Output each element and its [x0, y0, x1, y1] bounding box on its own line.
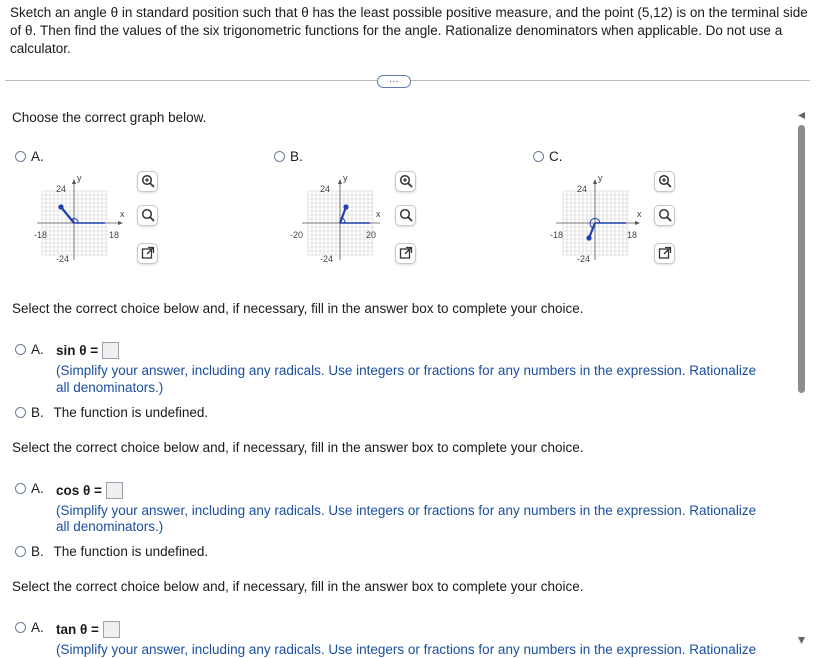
- q2-hint-1: (Simplify your answer, including any radicals. Use integers or fractions for any numbers in the expression. Rationalize: [56, 503, 757, 518]
- problem-instructions: Sketch an angle θ in standard position such that θ has the least possible positive measure, and the point (5,12) is on the terminal side of θ. Then find the values of the six trigonometric functions for the angle. Rationalize denominators when applicable. Do not use a calculator.: [10, 5, 808, 56]
- graph-b-y-letter: y: [343, 173, 348, 183]
- zoom-out-button-c[interactable]: [654, 205, 675, 226]
- q2-option-a-label: A.: [31, 481, 44, 496]
- q3-expression: [56, 621, 120, 638]
- zoom-out-button-a[interactable]: [137, 205, 158, 226]
- zoom-in-button-a[interactable]: [137, 171, 158, 192]
- q3-option-a[interactable]: [15, 620, 44, 635]
- q1-option-a[interactable]: [15, 342, 44, 357]
- cos-label: cos θ =: [56, 483, 102, 498]
- expand-graph-button-c[interactable]: [654, 243, 675, 264]
- radio-q2-a[interactable]: [15, 483, 26, 494]
- graph-c-y-bottom: -24: [577, 254, 591, 264]
- graph-c-y-top: 24: [577, 184, 588, 194]
- q3-option-a-label: A.: [31, 620, 44, 635]
- radio-graph-b[interactable]: [274, 151, 285, 162]
- graph-c-x-letter: x: [637, 209, 642, 219]
- graph-option-a-label: A.: [31, 149, 44, 164]
- sin-label: sin θ =: [56, 343, 99, 358]
- scroll-down-arrow-icon[interactable]: [797, 633, 806, 648]
- zoom-out-icon: [141, 208, 155, 222]
- radio-graph-a[interactable]: [15, 151, 26, 162]
- graph-option-b[interactable]: [274, 149, 303, 164]
- zoom-out-button-b[interactable]: [395, 205, 416, 226]
- question-3-prompt: Select the correct choice below and, if necessary, fill in the answer box to complete your choice.: [12, 579, 584, 594]
- graph-a-x-left: -18: [34, 230, 48, 240]
- vertical-scrollbar[interactable]: [811, 100, 831, 653]
- graph-b-x-left: -20: [290, 230, 304, 240]
- zoom-out-icon: [399, 208, 413, 222]
- graph-b-x-right: 20: [366, 230, 377, 240]
- q1-option-b-label: B.: [31, 405, 44, 420]
- radio-q1-b[interactable]: [15, 407, 26, 418]
- q1-hint-1: (Simplify your answer, including any radicals. Use integers or fractions for any numbers in the expression. Rationalize: [56, 363, 757, 378]
- q2-option-b-text: The function is undefined.: [53, 544, 209, 559]
- zoom-out-icon: [658, 208, 672, 222]
- graph-a-x-letter: x: [120, 209, 125, 219]
- scroll-up-arrow-icon[interactable]: [797, 108, 806, 123]
- question-1-prompt: Select the correct choice below and, if necessary, fill in the answer box to complete your choice.: [12, 301, 584, 316]
- graph-a-y-letter: y: [77, 173, 82, 183]
- zoom-in-icon: [141, 174, 155, 188]
- cos-answer-box[interactable]: [106, 482, 123, 499]
- zoom-in-button-b[interactable]: [395, 171, 416, 192]
- graph-b: [282, 172, 382, 268]
- radio-q3-a[interactable]: [15, 622, 26, 633]
- q1-option-a-label: A.: [31, 342, 44, 357]
- graph-a-plot: [33, 172, 129, 268]
- graph-c-x-left: -18: [550, 230, 564, 240]
- expand-icon: [658, 246, 672, 260]
- tan-answer-box[interactable]: [103, 621, 120, 638]
- graph-option-c[interactable]: [533, 149, 563, 164]
- q2-option-b[interactable]: [15, 544, 208, 559]
- expand-icon: [141, 246, 155, 260]
- graph-prompt: Choose the correct graph below.: [12, 110, 207, 125]
- expand-graph-button-b[interactable]: [395, 243, 416, 264]
- q3-hint-1: (Simplify your answer, including any radicals. Use integers or fractions for any numbers in the expression. Rationalize: [56, 642, 757, 657]
- expand-more-button[interactable]: ...: [377, 75, 411, 88]
- graph-option-c-label: C.: [549, 149, 563, 164]
- radio-q2-b[interactable]: [15, 546, 26, 557]
- graph-a-y-top: 24: [56, 184, 67, 194]
- tan-label: tan θ =: [56, 622, 99, 637]
- graph-b-x-letter: x: [376, 209, 381, 219]
- q1-hint-2: all denominators.): [56, 380, 164, 395]
- graph-a: [33, 172, 129, 268]
- q1-expression: [56, 342, 119, 359]
- q1-option-b-text: The function is undefined.: [53, 405, 209, 420]
- graph-b-y-top: 24: [320, 184, 331, 194]
- expand-icon: [399, 246, 413, 260]
- q2-option-b-label: B.: [31, 544, 44, 559]
- q1-option-b[interactable]: [15, 405, 208, 420]
- question-2-prompt: Select the correct choice below and, if necessary, fill in the answer box to complete your choice.: [12, 440, 584, 455]
- graph-a-y-bottom: -24: [56, 254, 70, 264]
- zoom-in-icon: [658, 174, 672, 188]
- graph-b-y-bottom: -24: [320, 254, 334, 264]
- radio-q1-a[interactable]: [15, 344, 26, 355]
- sin-answer-box[interactable]: [102, 342, 119, 359]
- graph-a-x-right: 18: [109, 230, 120, 240]
- graph-c-x-right: 18: [627, 230, 638, 240]
- graph-c-y-letter: y: [598, 173, 603, 183]
- graph-c-plot: [550, 172, 646, 268]
- expand-graph-button-a[interactable]: [137, 243, 158, 264]
- scrollbar-thumb[interactable]: [798, 125, 805, 393]
- radio-graph-c[interactable]: [533, 151, 544, 162]
- q2-expression: [56, 482, 123, 499]
- graph-option-b-label: B.: [290, 149, 303, 164]
- graph-c: [550, 172, 646, 268]
- q2-hint-2: all denominators.): [56, 519, 164, 534]
- zoom-in-icon: [399, 174, 413, 188]
- zoom-in-button-c[interactable]: [654, 171, 675, 192]
- q2-option-a[interactable]: [15, 481, 44, 496]
- graph-option-a[interactable]: [15, 149, 44, 164]
